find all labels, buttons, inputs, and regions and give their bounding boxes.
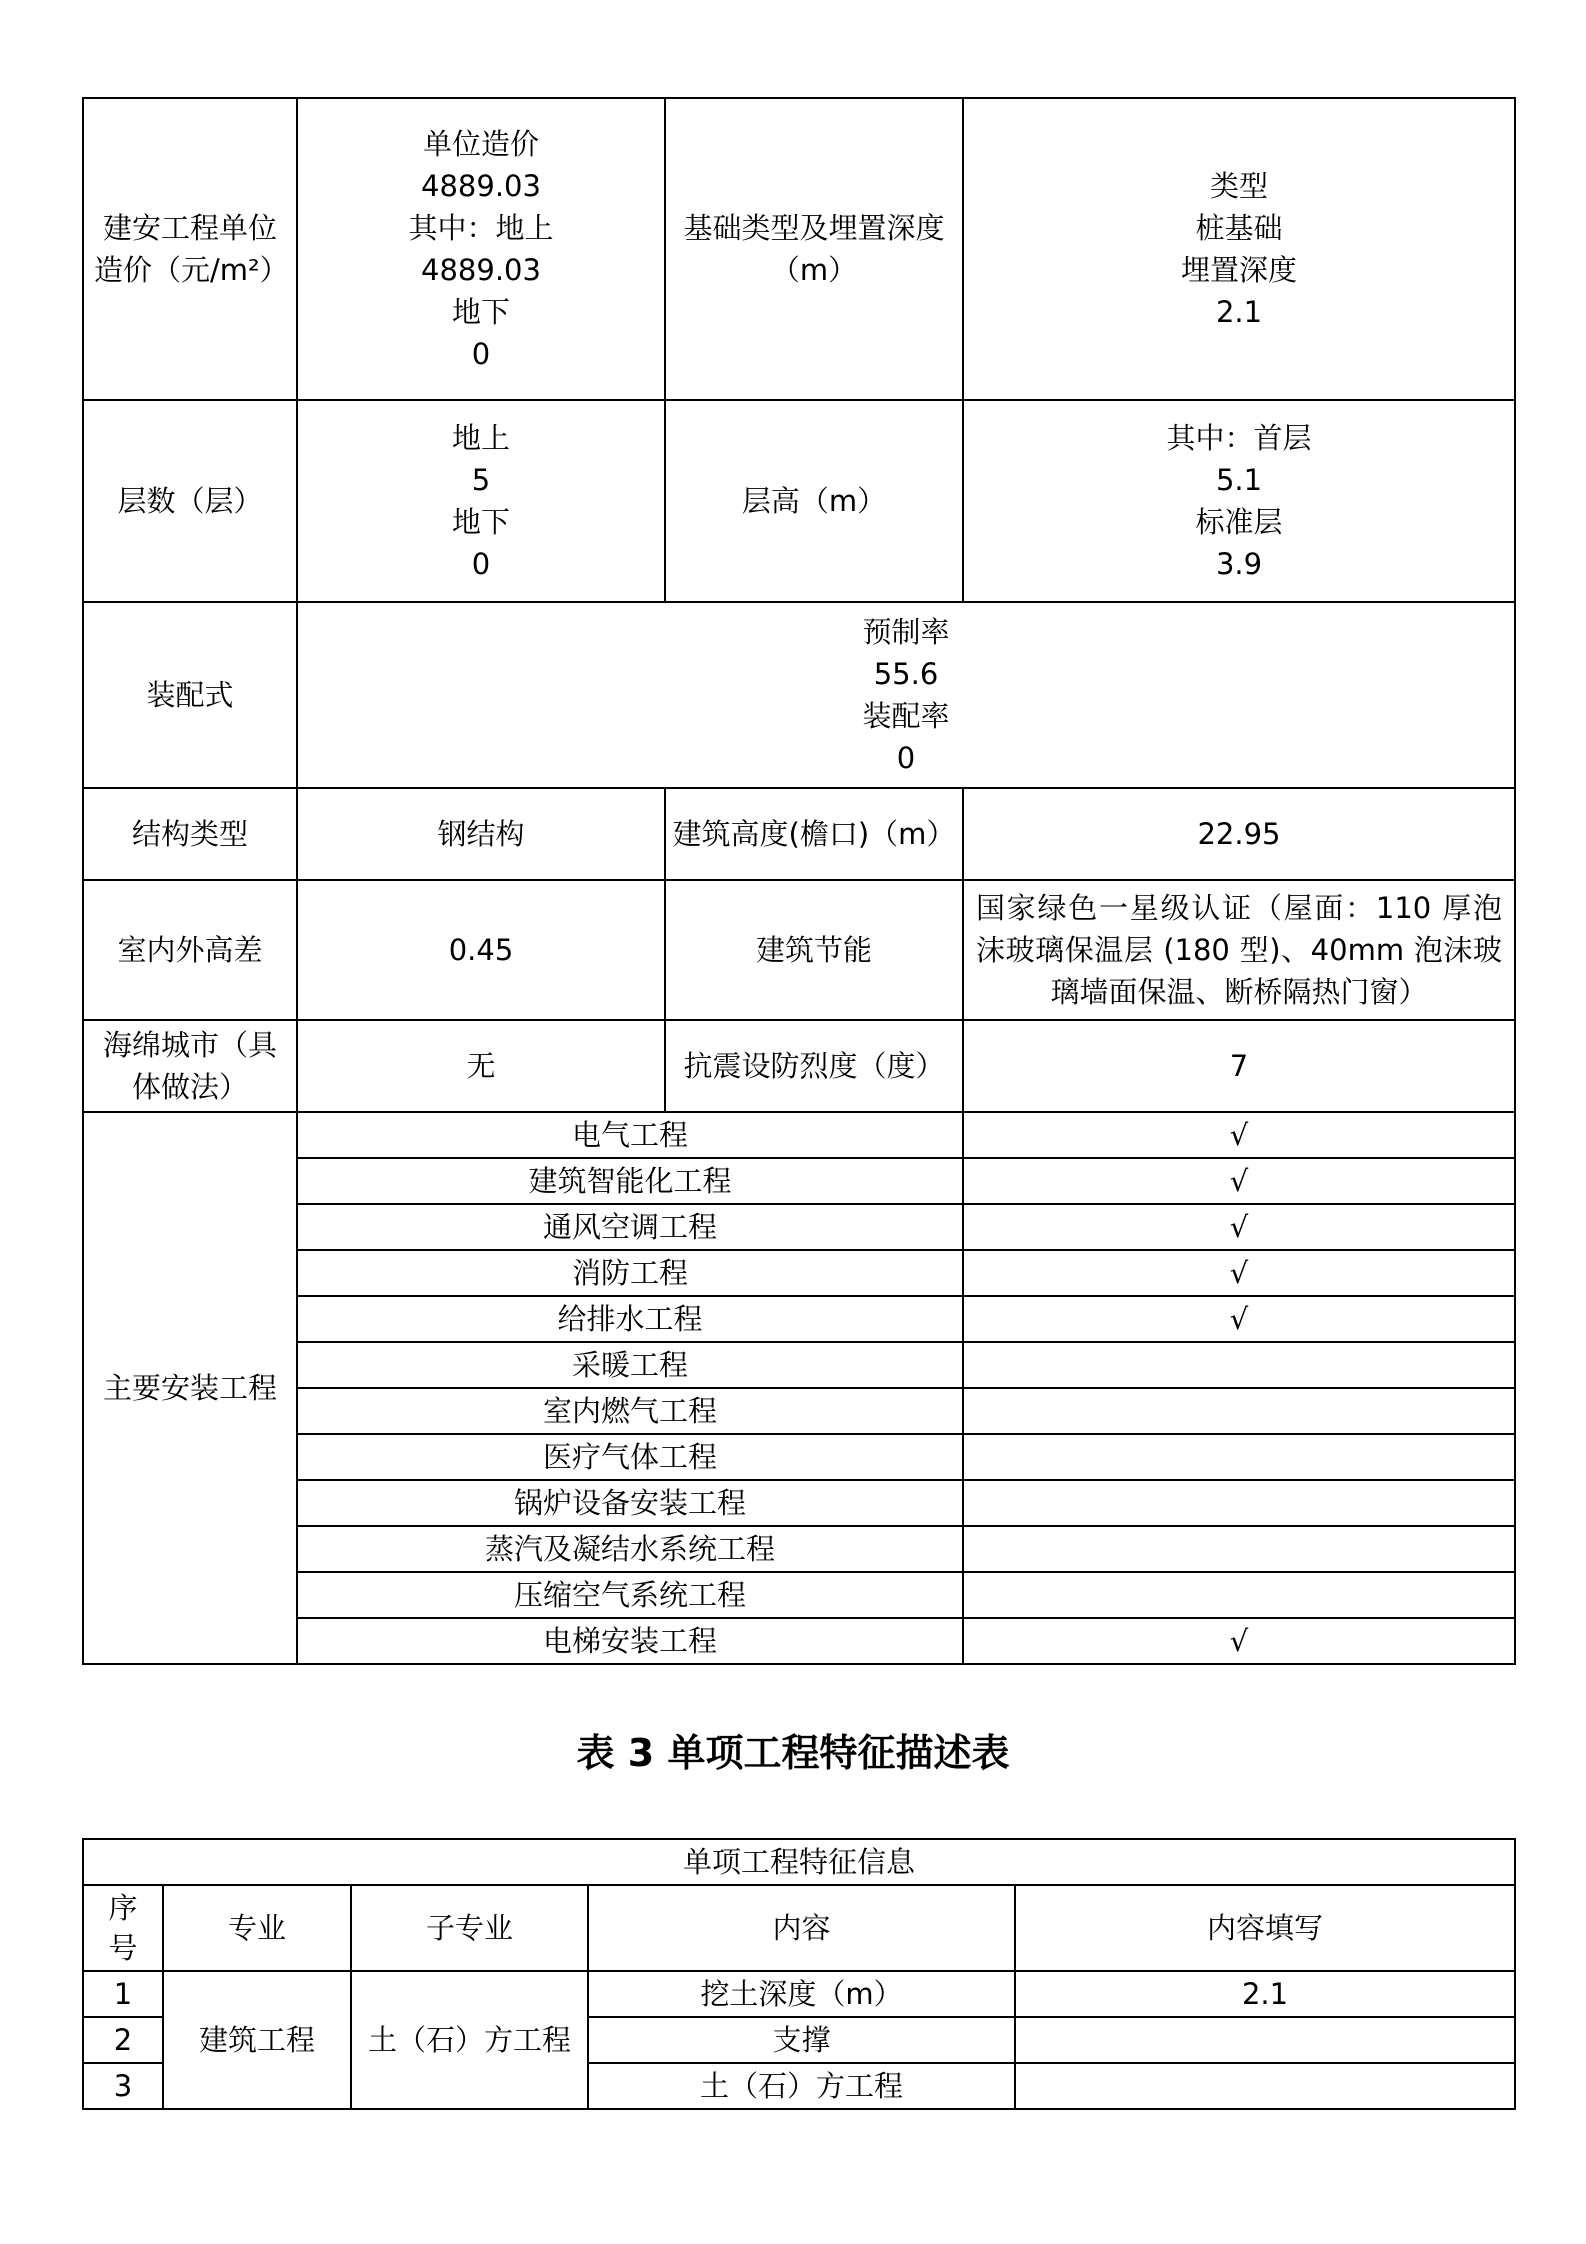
install-item-name: 电气工程 [297,1112,963,1158]
install-item-check [963,1388,1515,1434]
feature-header-row [83,1839,1515,1885]
install-row [83,1250,1515,1296]
single-item-feature-table [82,1838,1516,2110]
floors-below-value: 0 [471,547,491,581]
install-item-check: √ [963,1618,1515,1664]
building-height-label: 建筑高度(檐口)（m） [665,788,963,880]
col-major: 专业 [163,1885,351,1971]
unit-cost-value: 4889.03 [421,169,541,203]
energy-label: 建筑节能 [665,880,963,1020]
install-item-check: √ [963,1296,1515,1342]
row-fill [1015,2017,1515,2063]
prefab-label: 装配式 [83,602,297,788]
floors-label: 层数（层） [83,400,297,602]
assembly-rate-label: 装配率 [862,699,950,733]
row-level-diff [83,880,1515,1020]
prefab-rate-label: 预制率 [862,615,950,649]
row-fill [1015,2063,1515,2109]
install-item-check: √ [963,1204,1515,1250]
foundation-depth-value: 2.1 [1215,295,1263,329]
install-item-check: √ [963,1158,1515,1204]
below-ground-label: 地下 [451,295,510,329]
floors-above-value: 5 [471,463,491,497]
feature-header: 单项工程特征信息 [83,1839,1515,1885]
row-seq: 2 [83,2017,163,2063]
seismic-label: 抗震设防烈度（度） [665,1020,963,1112]
above-ground-label: 其中：地上 [408,211,554,245]
install-row [83,1618,1515,1664]
below-ground-value: 0 [471,337,491,371]
install-row [83,1480,1515,1526]
row-seq: 1 [83,1971,163,2017]
install-item-check [963,1526,1515,1572]
install-item-name: 蒸汽及凝结水系统工程 [297,1526,963,1572]
row-content: 支撑 [588,2017,1015,2063]
sub-value: 土（石）方工程 [351,1971,588,2109]
install-item-check [963,1342,1515,1388]
install-item-check: √ [963,1112,1515,1158]
install-item-name: 压缩空气系统工程 [297,1572,963,1618]
install-row [83,1342,1515,1388]
structure-value: 钢结构 [297,788,665,880]
foundation-type-value: 桩基础 [1195,211,1283,245]
row-seq: 3 [83,2063,163,2109]
row-fill: 2.1 [1015,1971,1515,2017]
install-item-check: √ [963,1250,1515,1296]
energy-value: 国家绿色一星级认证（屋面：110 厚泡沫玻璃保温层 (180 型)、40mm 泡沫玻璃墙面保温、断桥隔热门窗） [963,880,1515,1020]
install-row [83,1572,1515,1618]
unit-cost-title: 单位造价 [422,127,539,161]
install-item-name: 给排水工程 [297,1296,963,1342]
first-floor-value: 5.1 [1215,463,1263,497]
install-row [83,1158,1515,1204]
floors-above-label: 地上 [451,421,510,455]
row-prefab [83,602,1515,788]
building-height-value: 22.95 [963,788,1515,880]
col-sub: 子专业 [351,1885,588,1971]
col-content: 内容 [588,1885,1015,1971]
col-fill: 内容填写 [1015,1885,1515,1971]
install-row [83,1112,1515,1158]
level-diff-value: 0.45 [297,880,665,1020]
standard-floor-value: 3.9 [1215,547,1263,581]
prefab-cell [297,602,1515,788]
install-item-name: 建筑智能化工程 [297,1158,963,1204]
level-diff-label: 室内外高差 [83,880,297,1020]
install-item-name: 锅炉设备安装工程 [297,1480,963,1526]
floor-height-label: 层高（m） [665,400,963,602]
major-value: 建筑工程 [163,1971,351,2109]
foundation-depth-label: 埋置深度 [1180,253,1297,287]
unit-cost-cell [297,98,665,400]
install-row [83,1526,1515,1572]
project-info-table [82,97,1516,1665]
install-item-name: 室内燃气工程 [297,1388,963,1434]
prefab-rate-value: 55.6 [873,657,939,691]
row-content: 挖土深度（m） [588,1971,1015,2017]
row-unit-cost [83,98,1515,400]
table-3-title: 表 3 单项工程特征描述表 [576,1731,1010,1775]
install-item-check [963,1480,1515,1526]
install-item-name: 消防工程 [297,1250,963,1296]
unit-cost-label: 建安工程单位造价（元/m²） [83,98,297,400]
foundation-label: 基础类型及埋置深度（m） [665,98,963,400]
install-item-name: 电梯安装工程 [297,1618,963,1664]
install-item-name: 采暖工程 [297,1342,963,1388]
row-floors [83,400,1515,602]
floor-height-cell [963,400,1515,602]
col-seq: 序号 [83,1885,163,1971]
install-item-name: 医疗气体工程 [297,1434,963,1480]
above-ground-value: 4889.03 [421,253,541,287]
structure-label: 结构类型 [83,788,297,880]
column-header-row [83,1885,1515,1971]
install-item-check [963,1434,1515,1480]
table-row [83,1971,1515,2017]
foundation-cell [963,98,1515,400]
first-floor-label: 其中：首层 [1166,421,1312,455]
install-label: 主要安装工程 [83,1112,297,1664]
install-row [83,1204,1515,1250]
row-structure [83,788,1515,880]
standard-floor-label: 标准层 [1195,505,1283,539]
sponge-label: 海绵城市（具体做法） [83,1020,297,1112]
floors-cell [297,400,665,602]
install-item-check [963,1572,1515,1618]
foundation-type-label: 类型 [1209,169,1268,203]
install-item-name: 通风空调工程 [297,1204,963,1250]
install-row [83,1296,1515,1342]
seismic-value: 7 [963,1020,1515,1112]
install-row [83,1434,1515,1480]
assembly-rate-value: 0 [896,741,916,775]
floors-below-label: 地下 [451,505,510,539]
sponge-value: 无 [297,1020,665,1112]
row-content: 土（石）方工程 [588,2063,1015,2109]
install-row [83,1388,1515,1434]
row-sponge [83,1020,1515,1112]
